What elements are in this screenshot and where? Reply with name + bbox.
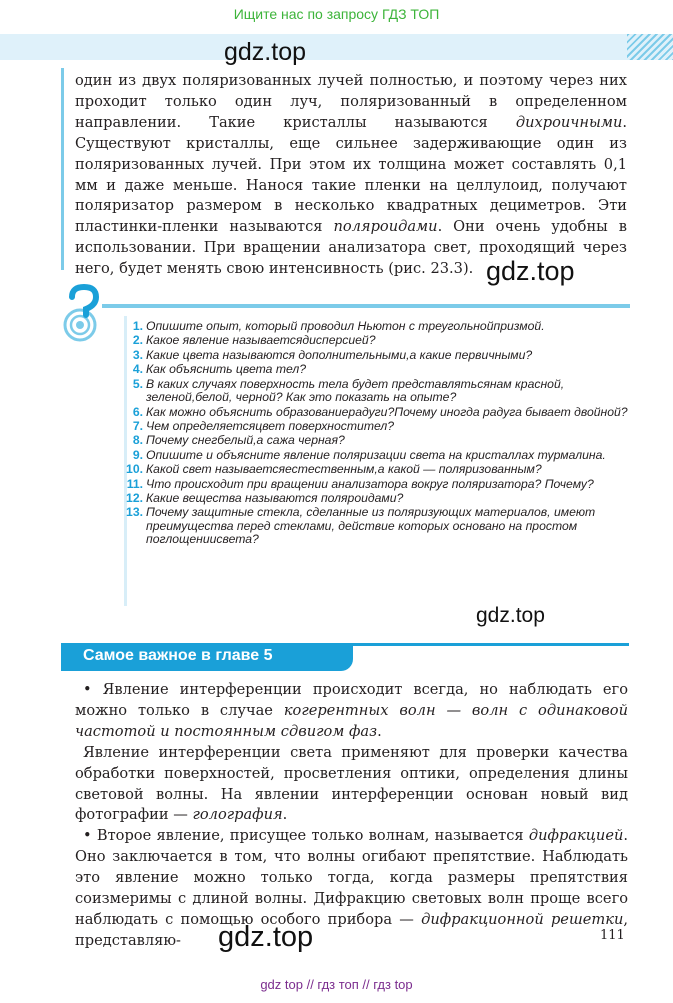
question-number: 12. [126, 490, 143, 505]
header-stripes [627, 34, 673, 60]
question-number: 8. [132, 433, 143, 448]
summary-text [75, 680, 628, 952]
question-text: Как объяснить цвета тел? [146, 362, 306, 377]
question-item [126, 462, 632, 477]
question-number: 4. [132, 362, 143, 377]
question-text: Какие цвета называются дополнительными,а какие первичными? [146, 347, 533, 362]
question-number: 3. [132, 347, 143, 362]
term-polaroid: поляроидами [333, 218, 438, 236]
term-grating: дифракционной решетки [421, 910, 624, 928]
term-holography: голография [192, 806, 283, 824]
question-item [132, 362, 632, 377]
question-item [132, 333, 632, 348]
question-item [132, 418, 632, 434]
question-text: Опишите и объясните явление поляризации света на кристаллах турмалина. [146, 447, 606, 462]
question-number: 13. [126, 505, 143, 520]
text-run: . Существуют кристаллы, еще сильнее задерживающие один из поляризованных лучей. При этом их толщина может составлять 0,1 мм и даже меньше. Нанося такие пленки на целлулоид, получают поляризатор размером в несколько квадратных дециметров. Эти пластинки-пленки называются [75, 113, 627, 236]
question-number: 2. [132, 333, 143, 348]
question-number: 1. [132, 319, 143, 333]
text-run: , представляю- [75, 910, 629, 949]
text-run: Явление интерференции света применяют для проверки качества обработки поверхностей, просветления оптики, определения длины световой волны. На явлении интерференции основан новый вид фотографии — [75, 743, 628, 824]
question-item [132, 404, 632, 420]
question-number: 9. [132, 447, 143, 462]
question-text: Какое явление называетсядисперсией? [146, 333, 376, 348]
question-text: Что происходит при вращении анализатора вокруг поляризатора? Почему? [146, 476, 594, 491]
questions-rule [102, 304, 630, 308]
section-title: Самое важное в главе 5 [61, 643, 353, 671]
text-run: • Второе явление, присущее только волнам, называется [83, 827, 529, 845]
text-run: . [282, 806, 288, 824]
questions-list [126, 319, 632, 548]
text-run: . Оно заключается в том, что волны огибают препятствие. Наблюдать это явление можно только тогда, когда размеры препятствия соизмеримы с длиной волны. Дифракцию световых волн проще всего наблюдать с помощью особого прибора — [75, 827, 628, 928]
footer-links: gdz top // гдз топ // гдз top [260, 977, 413, 992]
term-diffraction: дифракцией [528, 827, 624, 845]
question-number: 5. [132, 376, 143, 391]
text-run: . Они очень удобны в использовании. При вращении анализатора свет, проходящий через него, будет менять свою интенсивность (рис. 23.3). [75, 218, 627, 278]
term-coherent: когерентных волн — волн с одинаковой частотой и постоянным сдвигом фаз [75, 701, 628, 740]
watermark-top: gdz.top [224, 38, 307, 66]
question-number: 11. [126, 476, 143, 491]
paragraph-rule [61, 68, 64, 270]
term-dichroic: дихроичными [515, 113, 623, 131]
watermark-questions: gdz.top [476, 604, 545, 627]
question-text: Почему защитные стекла, сделанные из поляризующих материалов, имеют преимущества перед стеклами, действие которых основано на простом поглощениисвета? [146, 505, 596, 547]
header-bar [0, 34, 673, 60]
question-text: Почему снегбелый,а сажа черная? [146, 433, 345, 448]
question-number: 10. [126, 462, 143, 477]
search-banner: Ищите нас по запросу ГДЗ ТОП [233, 6, 440, 22]
question-text: Какие вещества называются поляроидами? [146, 490, 404, 505]
question-text: Какой свет называетсяестественным,а какой — поляризованным? [146, 462, 542, 477]
question-item [132, 447, 632, 463]
watermark-middle: gdz.top [486, 256, 575, 286]
question-text: Опишите опыт, который проводил Ньютон с треугольнойпризмой. [146, 319, 545, 333]
watermark-bottom: gdz.top [218, 921, 314, 953]
text-run: один из двух поляризованных лучей полностью, и поэтому через них проходит только один луч, поляризованный в определенном направлении. Такие кристаллы называются [75, 72, 627, 131]
question-item [126, 490, 632, 506]
text-run: . [377, 722, 382, 740]
question-mark-icon [58, 283, 108, 343]
question-item [126, 505, 632, 547]
question-text: В каких случаях поверхность тела будет представлятьсянам красной, зеленой,белой, черной? Как это показать на опыте? [146, 376, 565, 405]
page-number: 111 [600, 928, 625, 943]
question-item [132, 319, 632, 334]
question-text: Чем определяетсяцвет поверхностител? [146, 418, 394, 433]
question-text: Как можно объяснить образованиерадуги?Почему иногда радуга бывает двойной? [146, 404, 628, 419]
question-item [126, 476, 632, 492]
question-number: 7. [132, 418, 143, 433]
question-number: 6. [132, 404, 143, 419]
question-item [132, 376, 632, 405]
paragraph-polarization [75, 71, 627, 280]
text-run: • Явление интерференции происходит всегда, но наблюдать его можно только в случае [75, 681, 628, 719]
question-item [132, 347, 632, 363]
question-item [132, 433, 632, 448]
